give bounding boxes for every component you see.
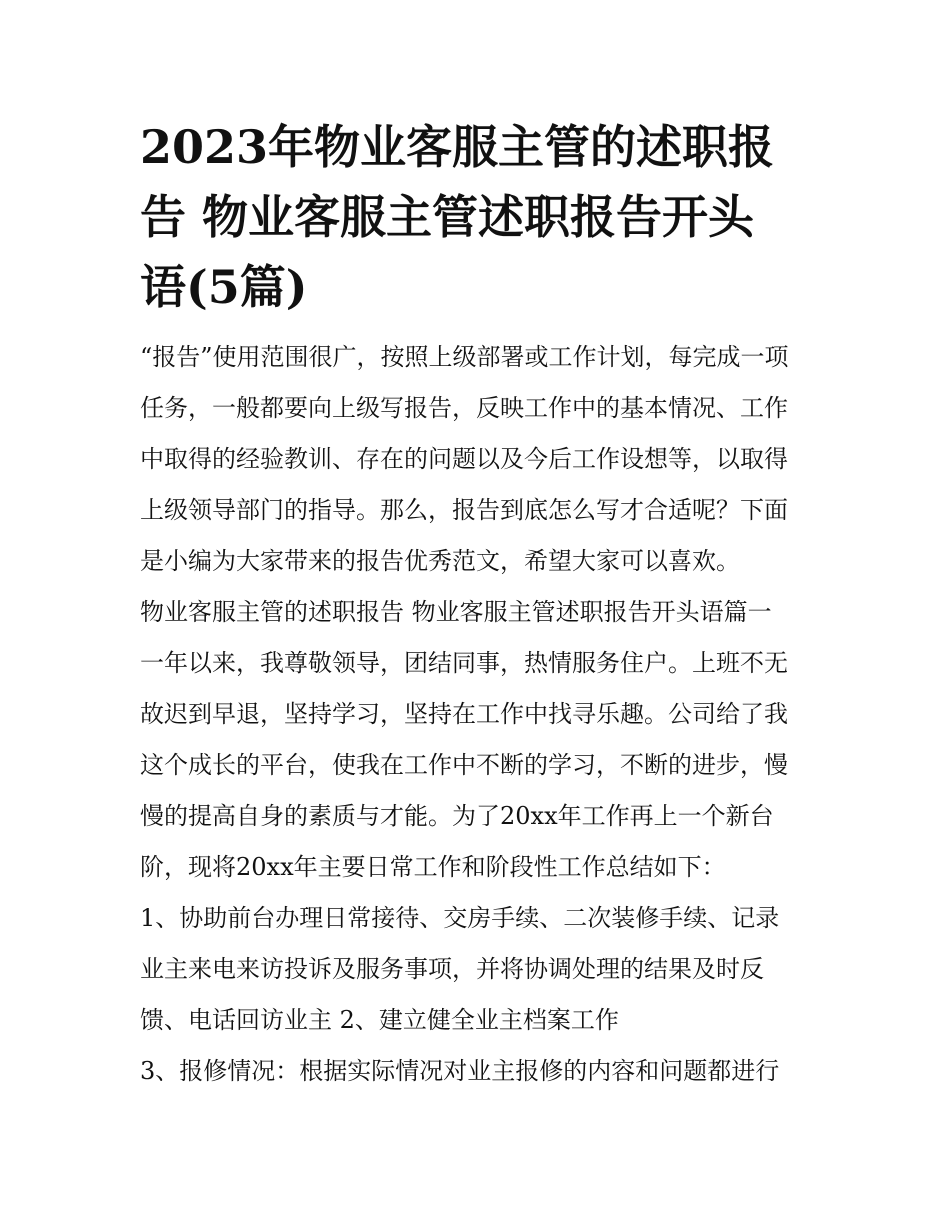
- title-line-1: 2023年物业客服主管的述职报: [140, 120, 775, 174]
- list-item: 1、协助前台办理日常接待、交房手续、二次装修手续、记录: [140, 904, 780, 932]
- list-item: 馈、电话回访业主 2、建立健全业主档案工作: [140, 1006, 619, 1034]
- document-title: [140, 112, 820, 322]
- paragraph-line: 故迟到早退，坚持学习，坚持在工作中找寻乐趣。公司给了我: [140, 700, 788, 728]
- title-line-3: 语(5篇): [140, 260, 308, 314]
- paragraph-line: 上级领导部门的指导。那么，报告到底怎么写才合适呢？下面: [140, 496, 788, 524]
- paragraph-line: 中取得的经验教训、存在的问题以及今后工作设想等，以取得: [140, 445, 788, 473]
- paragraph-line: “报告”使用范围很广，按照上级部署或工作计划，每完成一项: [140, 343, 789, 371]
- paragraph-line: 阶，现将20xx年主要日常工作和阶段性工作总结如下：: [140, 853, 726, 881]
- paragraph-line: 慢的提高自身的素质与才能。为了20xx年工作再上一个新台: [140, 802, 774, 830]
- list-item: 3、报修情况：根据实际情况对业主报修的内容和问题都进行: [140, 1057, 780, 1085]
- paragraph-line: 这个成长的平台，使我在工作中不断的学习，不断的进步，慢: [140, 751, 788, 779]
- document-page: [140, 112, 820, 1097]
- paragraph-line: 是小编为大家带来的报告优秀范文，希望大家可以喜欢。: [140, 547, 740, 575]
- section-heading: 物业客服主管的述职报告 物业客服主管述职报告开头语篇一: [140, 598, 772, 626]
- paragraph-line: 任务，一般都要向上级写报告，反映工作中的基本情况、工作: [140, 394, 788, 422]
- title-line-2: 告 物业客服主管述职报告开头: [140, 190, 755, 244]
- list-item: 业主来电来访投诉及服务事项，并将协调处理的结果及时反: [140, 955, 764, 983]
- document-body: [140, 332, 820, 1097]
- paragraph-line: 一年以来，我尊敬领导，团结同事，热情服务住户。上班不无: [140, 649, 788, 677]
